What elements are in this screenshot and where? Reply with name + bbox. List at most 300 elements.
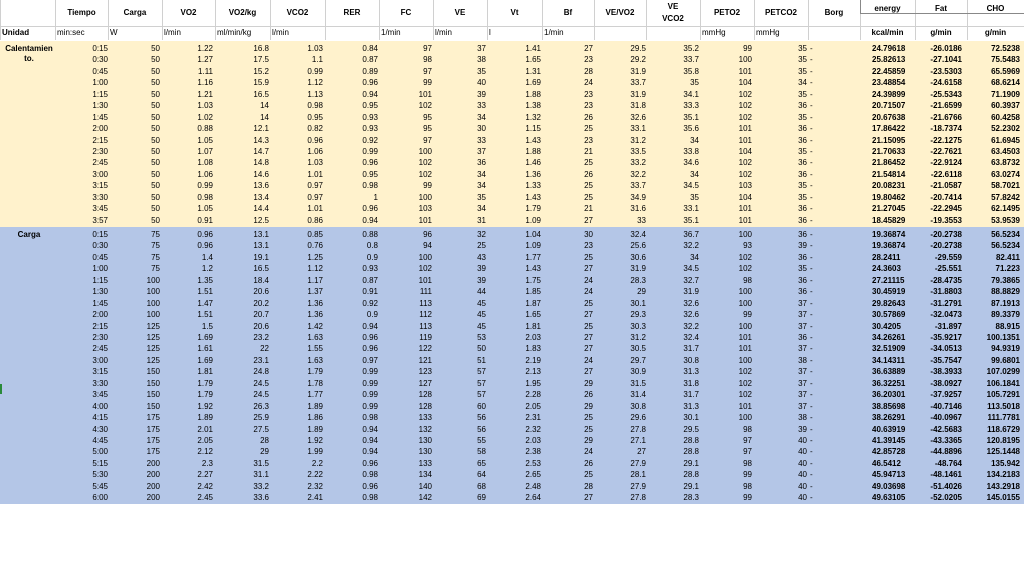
cell-vco2[interactable]: 1.36 (307, 298, 323, 308)
cell-bf[interactable]: 23 (584, 241, 593, 251)
cell-vco2[interactable]: 0.99 (307, 66, 323, 76)
cell-rer[interactable]: 0.87 (362, 275, 378, 285)
cell-tiempo[interactable]: 2:15 (92, 321, 108, 331)
cell-peto2[interactable]: 102 (738, 264, 752, 274)
cell-ve_vco2[interactable]: 35.2 (683, 44, 699, 53)
cell-ve[interactable]: 58 (477, 447, 486, 457)
cell-ve_vco2[interactable]: 28.8 (683, 447, 699, 457)
cell-vt[interactable]: 2.53 (525, 458, 541, 468)
cell-fc[interactable]: 101 (418, 275, 432, 285)
cell-fc[interactable]: 102 (418, 264, 432, 274)
cell-carga[interactable]: 100 (146, 275, 160, 285)
column-header-energy[interactable]: energy (874, 4, 901, 13)
cell-rer[interactable]: 0.96 (362, 158, 378, 168)
cell-ve[interactable]: 34 (477, 181, 486, 191)
cell-vo2kg[interactable]: 14.3 (253, 135, 269, 145)
cell-vco2[interactable]: 0.85 (307, 230, 323, 240)
cell-ve_vo2[interactable]: 33 (637, 215, 646, 225)
cell-ve_vco2[interactable]: 32.4 (683, 333, 699, 342)
cell-vco2[interactable]: 0.97 (307, 192, 323, 202)
cell-petco2[interactable]: 36 (798, 230, 807, 240)
cell-vo2kg[interactable]: 14.8 (253, 158, 269, 168)
cell-vo2[interactable]: 1.35 (197, 275, 213, 285)
cell-borg[interactable]: - (810, 124, 813, 134)
cell-bf[interactable]: 25 (584, 424, 593, 434)
cell-fat[interactable]: -28.4735 (930, 275, 962, 285)
cell-vt[interactable]: 1.65 (525, 55, 541, 65)
column-header-vco2[interactable]: VCO2 (286, 8, 309, 17)
cell-ve_vco2[interactable]: 34.1 (683, 89, 699, 99)
cell-vt[interactable]: 1.43 (525, 264, 541, 274)
cell-tiempo[interactable]: 2:30 (92, 333, 108, 342)
cell-vo2kg[interactable]: 12.5 (253, 215, 269, 225)
cell-vco2[interactable]: 1.01 (307, 169, 323, 179)
cell-vt[interactable]: 1.09 (525, 241, 541, 251)
cell-cho[interactable]: 143.2918 (986, 481, 1020, 491)
cell-vo2kg[interactable]: 20.6 (253, 287, 269, 297)
cell-peto2[interactable]: 99 (743, 310, 752, 320)
cell-vo2kg[interactable]: 27.5 (253, 424, 269, 434)
cell-ve_vo2[interactable]: 31.9 (630, 264, 646, 274)
cell-carga[interactable]: 50 (151, 101, 160, 111)
cell-peto2[interactable]: 104 (738, 78, 752, 88)
cell-vo2[interactable]: 1.47 (197, 298, 213, 308)
cell-vo2[interactable]: 1.16 (197, 78, 213, 88)
cell-ve_vo2[interactable]: 33.2 (630, 158, 646, 168)
cell-ve[interactable]: 39 (477, 264, 486, 274)
cell-ve_vco2[interactable]: 31.3 (683, 367, 699, 377)
cell-ve_vco2[interactable]: 31.3 (683, 401, 699, 411)
cell-tiempo[interactable]: 4:15 (92, 413, 108, 423)
cell-vo2[interactable]: 1.69 (197, 333, 213, 342)
cell-energy[interactable]: 21.86452 (872, 158, 906, 168)
cell-borg[interactable]: - (810, 321, 813, 331)
cell-fat[interactable]: -32.0473 (930, 310, 962, 320)
cell-vt[interactable]: 1.85 (525, 287, 541, 297)
cell-energy[interactable]: 23.48854 (872, 78, 906, 88)
column-header-ve[interactable]: VE (454, 8, 466, 17)
cell-fat[interactable]: -20.2738 (930, 241, 962, 251)
cell-peto2[interactable]: 101 (738, 344, 752, 354)
cell-borg[interactable]: - (810, 310, 813, 320)
cell-energy[interactable]: 21.15095 (872, 135, 906, 145)
cell-vo2[interactable]: 1.89 (197, 413, 213, 423)
cell-ve_vo2[interactable]: 31.4 (630, 390, 646, 400)
cell-vco2[interactable]: 0.76 (307, 241, 323, 251)
cell-borg[interactable]: - (810, 275, 813, 285)
cell-cho[interactable]: 118.6729 (987, 424, 1020, 434)
cell-vo2[interactable]: 0.96 (197, 241, 213, 251)
cell-bf[interactable]: 26 (584, 458, 593, 468)
cell-vt[interactable]: 1.04 (525, 230, 541, 240)
cell-rer[interactable]: 0.95 (362, 169, 378, 179)
cell-tiempo[interactable]: 2:30 (92, 146, 108, 156)
cell-ve_vco2[interactable]: 32.6 (683, 298, 699, 308)
cell-tiempo[interactable]: 2:45 (92, 344, 108, 354)
cell-vco2[interactable]: 1.12 (307, 78, 323, 88)
cell-fat[interactable]: -35.7547 (930, 355, 962, 365)
cell-carga[interactable]: 50 (151, 181, 160, 191)
cell-ve_vo2[interactable]: 31.8 (630, 101, 646, 111)
cell-vt[interactable]: 2.48 (525, 481, 541, 491)
cell-vo2[interactable]: 1.06 (197, 169, 213, 179)
cell-fc[interactable]: 102 (418, 169, 432, 179)
cell-ve[interactable]: 30 (477, 124, 486, 134)
cell-borg[interactable]: - (810, 470, 813, 480)
cell-ve[interactable]: 40 (477, 78, 486, 88)
cell-ve_vco2[interactable]: 33.1 (683, 204, 699, 214)
cell-vo2kg[interactable]: 16.8 (253, 44, 269, 53)
cell-energy[interactable]: 36.63889 (872, 367, 906, 377)
cell-bf[interactable]: 29 (584, 435, 593, 445)
cell-ve_vco2[interactable]: 29.1 (683, 481, 699, 491)
cell-fc[interactable]: 97 (423, 135, 432, 145)
cell-petco2[interactable]: 35 (798, 264, 807, 274)
cell-vco2[interactable]: 2.41 (307, 493, 323, 503)
cell-bf[interactable]: 25 (584, 124, 593, 134)
cell-vo2kg[interactable]: 20.6 (253, 321, 269, 331)
cell-cho[interactable]: 63.4503 (991, 146, 1020, 156)
cell-ve_vo2[interactable]: 25.6 (630, 241, 646, 251)
cell-energy[interactable]: 41.39145 (872, 435, 906, 445)
cell-energy[interactable]: 29.82643 (872, 298, 906, 308)
cell-fc[interactable]: 128 (418, 390, 432, 400)
cell-cho[interactable]: 89.3379 (991, 310, 1020, 320)
cell-fc[interactable]: 119 (419, 333, 432, 342)
cell-fc[interactable]: 130 (418, 447, 432, 457)
cell-fat[interactable]: -35.9217 (930, 333, 962, 342)
cell-ve_vo2[interactable]: 29.5 (630, 44, 646, 53)
cell-vo2kg[interactable]: 14 (260, 101, 269, 111)
cell-petco2[interactable]: 35 (798, 55, 807, 65)
cell-rer[interactable]: 0.99 (362, 401, 378, 411)
cell-vco2[interactable]: 1.77 (307, 390, 323, 400)
cell-petco2[interactable]: 37 (798, 321, 807, 331)
cell-fc[interactable]: 112 (419, 310, 432, 320)
cell-vt[interactable]: 1.32 (525, 112, 541, 122)
cell-ve[interactable]: 39 (477, 275, 486, 285)
cell-energy[interactable]: 46.5412 (872, 458, 901, 468)
column-header-bf[interactable]: Bf (563, 8, 573, 17)
cell-vo2[interactable]: 2.42 (197, 481, 213, 491)
cell-vco2[interactable]: 1.78 (307, 378, 323, 388)
cell-ve_vco2[interactable]: 33.7 (683, 55, 699, 65)
cell-fat[interactable]: -43.3365 (930, 435, 962, 445)
cell-peto2[interactable]: 104 (738, 146, 752, 156)
cell-cho[interactable]: 53.9539 (991, 215, 1020, 225)
cell-ve_vo2[interactable]: 30.3 (630, 321, 646, 331)
cell-vco2[interactable]: 1.13 (307, 89, 323, 99)
cell-rer[interactable]: 0.96 (362, 481, 378, 491)
cell-energy[interactable]: 27.21115 (872, 275, 905, 285)
cell-petco2[interactable]: 35 (798, 44, 807, 53)
cell-bf[interactable]: 25 (584, 181, 593, 191)
cell-bf[interactable]: 25 (584, 321, 593, 331)
cell-vo2[interactable]: 1.51 (197, 287, 213, 297)
column-header-vo2kg[interactable]: VO2/kg (228, 8, 257, 17)
cell-fat[interactable]: -38.0927 (930, 378, 962, 388)
cell-carga[interactable]: 125 (146, 333, 160, 342)
cell-bf[interactable]: 24 (584, 78, 593, 88)
cell-vo2kg[interactable]: 31.5 (253, 458, 269, 468)
cell-bf[interactable]: 30 (584, 230, 593, 240)
cell-vco2[interactable]: 1.12 (307, 264, 323, 274)
cell-energy[interactable]: 34.14311 (872, 355, 905, 365)
cell-borg[interactable]: - (810, 55, 813, 65)
cell-borg[interactable]: - (810, 241, 813, 251)
cell-vo2[interactable]: 0.91 (197, 215, 213, 225)
cell-ve_vco2[interactable]: 31.9 (683, 287, 699, 297)
cell-energy[interactable]: 49.63105 (872, 493, 906, 503)
cell-vt[interactable]: 1.15 (525, 124, 541, 134)
cell-petco2[interactable]: 39 (798, 241, 807, 251)
cell-carga[interactable]: 50 (151, 112, 160, 122)
cell-vt[interactable]: 1.43 (525, 135, 541, 145)
cell-borg[interactable]: - (810, 378, 813, 388)
cell-vo2kg[interactable]: 25.9 (253, 413, 269, 423)
cell-borg[interactable]: - (810, 89, 813, 99)
cell-fat[interactable]: -37.9257 (930, 390, 962, 400)
cell-bf[interactable]: 26 (584, 169, 593, 179)
cell-ve_vco2[interactable]: 35.1 (683, 215, 699, 225)
cell-vt[interactable]: 2.28 (525, 390, 541, 400)
cell-energy[interactable]: 18.45829 (872, 215, 906, 225)
cell-fc[interactable]: 133 (418, 413, 432, 423)
cell-tiempo[interactable]: 1:45 (92, 298, 108, 308)
cell-bf[interactable]: 24 (584, 287, 593, 297)
cell-ve[interactable]: 34 (477, 204, 486, 214)
cell-vt[interactable]: 1.88 (525, 89, 541, 99)
cell-borg[interactable]: - (810, 192, 813, 202)
cell-fc[interactable]: 128 (418, 401, 432, 411)
cell-rer[interactable]: 0.92 (362, 298, 378, 308)
cell-petco2[interactable]: 36 (798, 252, 807, 262)
cell-peto2[interactable]: 97 (743, 447, 752, 457)
cell-rer[interactable]: 0.96 (362, 78, 378, 88)
cell-petco2[interactable]: 40 (798, 470, 807, 480)
cell-borg[interactable]: - (810, 252, 813, 262)
column-header-ve_vo2[interactable]: VE/VO2 (605, 8, 635, 17)
cell-peto2[interactable]: 102 (738, 112, 752, 122)
cell-borg[interactable]: - (810, 264, 813, 274)
cell-fc[interactable]: 95 (423, 112, 432, 122)
cell-ve[interactable]: 56 (477, 413, 486, 423)
cell-petco2[interactable]: 35 (798, 66, 807, 76)
cell-vco2[interactable]: 1.63 (307, 333, 323, 342)
cell-peto2[interactable]: 100 (738, 321, 752, 331)
cell-peto2[interactable]: 100 (738, 55, 752, 65)
cell-bf[interactable]: 25 (584, 192, 593, 202)
cell-bf[interactable]: 28 (584, 66, 593, 76)
cell-bf[interactable]: 23 (584, 89, 593, 99)
cell-vo2kg[interactable]: 20.7 (253, 310, 269, 320)
cell-vo2[interactable]: 1.61 (197, 344, 213, 354)
cell-fat[interactable]: -23.5303 (930, 66, 962, 76)
cell-rer[interactable]: 0.93 (362, 124, 378, 134)
cell-vco2[interactable]: 1.79 (307, 367, 323, 377)
cell-petco2[interactable]: 36 (798, 204, 807, 214)
cell-ve_vo2[interactable]: 31.9 (630, 66, 646, 76)
cell-bf[interactable]: 24 (584, 355, 593, 365)
cell-fc[interactable]: 102 (418, 101, 432, 111)
cell-bf[interactable]: 27 (584, 44, 593, 53)
cell-cho[interactable]: 65.5969 (991, 66, 1020, 76)
cell-tiempo[interactable]: 0:30 (92, 55, 108, 65)
cell-peto2[interactable]: 98 (743, 481, 752, 491)
cell-vco2[interactable]: 1.42 (307, 321, 323, 331)
cell-petco2[interactable]: 38 (798, 355, 807, 365)
cell-petco2[interactable]: 36 (798, 124, 807, 134)
cell-ve[interactable]: 45 (477, 321, 486, 331)
cell-ve_vco2[interactable]: 33.8 (683, 146, 699, 156)
cell-peto2[interactable]: 98 (743, 424, 752, 434)
cell-peto2[interactable]: 101 (738, 66, 752, 76)
cell-fat[interactable]: -48.764 (934, 458, 962, 468)
cell-carga[interactable]: 50 (151, 146, 160, 156)
cell-vt[interactable]: 1.79 (525, 204, 541, 214)
cell-ve_vco2[interactable]: 34 (690, 252, 699, 262)
cell-tiempo[interactable]: 1:00 (92, 264, 108, 274)
cell-vco2[interactable]: 0.96 (307, 135, 323, 145)
cell-fat[interactable]: -25.551 (934, 264, 962, 274)
cell-ve[interactable]: 68 (477, 481, 486, 491)
cell-carga[interactable]: 150 (146, 390, 160, 400)
cell-cho[interactable]: 135.942 (991, 458, 1020, 468)
cell-vco2[interactable]: 1.86 (307, 413, 323, 423)
cell-vo2kg[interactable]: 15.9 (253, 78, 269, 88)
cell-peto2[interactable]: 93 (743, 241, 752, 251)
cell-energy[interactable]: 32.51909 (872, 344, 906, 354)
cell-bf[interactable]: 29 (584, 378, 593, 388)
cell-fat[interactable]: -44.8896 (930, 447, 962, 457)
cell-vco2[interactable]: 1.25 (307, 252, 323, 262)
cell-cho[interactable]: 60.3937 (991, 101, 1020, 111)
cell-bf[interactable]: 24 (584, 275, 593, 285)
cell-ve_vo2[interactable]: 32.2 (630, 169, 646, 179)
cell-vo2[interactable]: 1.79 (197, 390, 213, 400)
cell-petco2[interactable]: 35 (798, 89, 807, 99)
cell-peto2[interactable]: 102 (738, 390, 752, 400)
cell-borg[interactable]: - (810, 458, 813, 468)
cell-fat[interactable]: -20.7414 (930, 192, 962, 202)
cell-vt[interactable]: 1.38 (525, 101, 541, 111)
cell-vt[interactable]: 1.75 (525, 275, 541, 285)
cell-borg[interactable]: - (810, 333, 813, 342)
cell-peto2[interactable]: 100 (738, 355, 752, 365)
cell-vt[interactable]: 1.95 (525, 378, 541, 388)
cell-peto2[interactable]: 100 (738, 413, 752, 423)
cell-rer[interactable]: 0.84 (362, 44, 378, 53)
cell-tiempo[interactable]: 3:00 (92, 169, 108, 179)
cell-tiempo[interactable]: 1:30 (92, 101, 108, 111)
cell-vo2[interactable]: 2.12 (197, 447, 213, 457)
cell-peto2[interactable]: 97 (743, 435, 752, 445)
cell-vo2[interactable]: 1.02 (197, 112, 213, 122)
cell-rer[interactable]: 0.94 (362, 424, 378, 434)
cell-bf[interactable]: 27 (584, 333, 593, 342)
cell-bf[interactable]: 23 (584, 101, 593, 111)
cell-vt[interactable]: 1.65 (525, 310, 541, 320)
cell-tiempo[interactable]: 3:30 (92, 378, 108, 388)
cell-rer[interactable]: 0.96 (362, 344, 378, 354)
cell-vco2[interactable]: 1.55 (307, 344, 323, 354)
cell-borg[interactable]: - (810, 230, 813, 240)
cell-ve_vo2[interactable]: 33.5 (630, 146, 646, 156)
cell-ve_vo2[interactable]: 33.1 (630, 124, 646, 134)
cell-ve[interactable]: 69 (477, 493, 486, 503)
cell-ve[interactable]: 35 (477, 192, 486, 202)
cell-ve_vco2[interactable]: 28.3 (683, 493, 699, 503)
cell-tiempo[interactable]: 1:45 (92, 112, 108, 122)
cell-tiempo[interactable]: 3:45 (92, 390, 108, 400)
cell-vt[interactable]: 1.69 (525, 78, 541, 88)
cell-energy[interactable]: 30.4205 (872, 321, 901, 331)
cell-rer[interactable]: 0.98 (362, 413, 378, 423)
cell-ve_vo2[interactable]: 30.1 (630, 298, 646, 308)
cell-vo2kg[interactable]: 13.4 (253, 192, 269, 202)
cell-ve_vo2[interactable]: 29 (637, 287, 646, 297)
cell-cho[interactable]: 63.0274 (991, 169, 1020, 179)
cell-vo2kg[interactable]: 23.2 (253, 333, 269, 342)
cell-petco2[interactable]: 36 (798, 287, 807, 297)
cell-petco2[interactable]: 36 (798, 275, 807, 285)
cell-vo2kg[interactable]: 13.6 (253, 181, 269, 191)
cell-petco2[interactable]: 40 (798, 435, 807, 445)
cell-peto2[interactable]: 101 (738, 135, 752, 145)
cell-carga[interactable]: 50 (151, 89, 160, 99)
cell-vco2[interactable]: 1.01 (307, 204, 323, 214)
cell-fat[interactable]: -26.0186 (930, 44, 962, 53)
cell-vo2kg[interactable]: 18.4 (253, 275, 269, 285)
cell-fat[interactable]: -42.5683 (930, 424, 962, 434)
cell-fc[interactable]: 134 (418, 470, 432, 480)
cell-vco2[interactable]: 1.92 (307, 435, 323, 445)
cell-carga[interactable]: 150 (146, 401, 160, 411)
cell-fat[interactable]: -29.559 (934, 252, 962, 262)
cell-rer[interactable]: 0.99 (362, 146, 378, 156)
cell-rer[interactable]: 0.99 (362, 390, 378, 400)
cell-rer[interactable]: 0.97 (362, 355, 378, 365)
cell-energy[interactable]: 20.71507 (872, 101, 906, 111)
cell-vco2[interactable]: 1.1 (311, 55, 323, 65)
cell-ve_vo2[interactable]: 28.3 (630, 275, 646, 285)
cell-vt[interactable]: 1.43 (525, 192, 541, 202)
cell-fat[interactable]: -21.6599 (930, 101, 962, 111)
cell-carga[interactable]: 75 (151, 252, 160, 262)
cell-cho[interactable]: 56.5234 (991, 241, 1020, 251)
cell-rer[interactable]: 0.93 (362, 112, 378, 122)
cell-borg[interactable]: - (810, 204, 813, 214)
cell-cho[interactable]: 134.2183 (986, 470, 1020, 480)
cell-cho[interactable]: 72.5238 (991, 44, 1020, 53)
cell-borg[interactable]: - (810, 78, 813, 88)
cell-fc[interactable]: 97 (423, 66, 432, 76)
cell-carga[interactable]: 50 (151, 215, 160, 225)
cell-energy[interactable]: 40.63919 (872, 424, 906, 434)
cell-vt[interactable]: 2.32 (525, 424, 541, 434)
cell-tiempo[interactable]: 6:00 (92, 493, 108, 503)
cell-ve_vco2[interactable]: 34.5 (683, 264, 699, 274)
cell-vco2[interactable]: 1.17 (307, 275, 323, 285)
cell-rer[interactable]: 0.98 (362, 493, 378, 503)
cell-carga[interactable]: 125 (146, 321, 160, 331)
cell-rer[interactable]: 0.98 (362, 470, 378, 480)
cell-petco2[interactable]: 40 (798, 458, 807, 468)
cell-vo2[interactable]: 1.5 (201, 321, 213, 331)
cell-vo2kg[interactable]: 28 (260, 435, 269, 445)
cell-cho[interactable]: 100.1351 (986, 333, 1020, 342)
cell-ve_vo2[interactable]: 27.1 (630, 435, 646, 445)
